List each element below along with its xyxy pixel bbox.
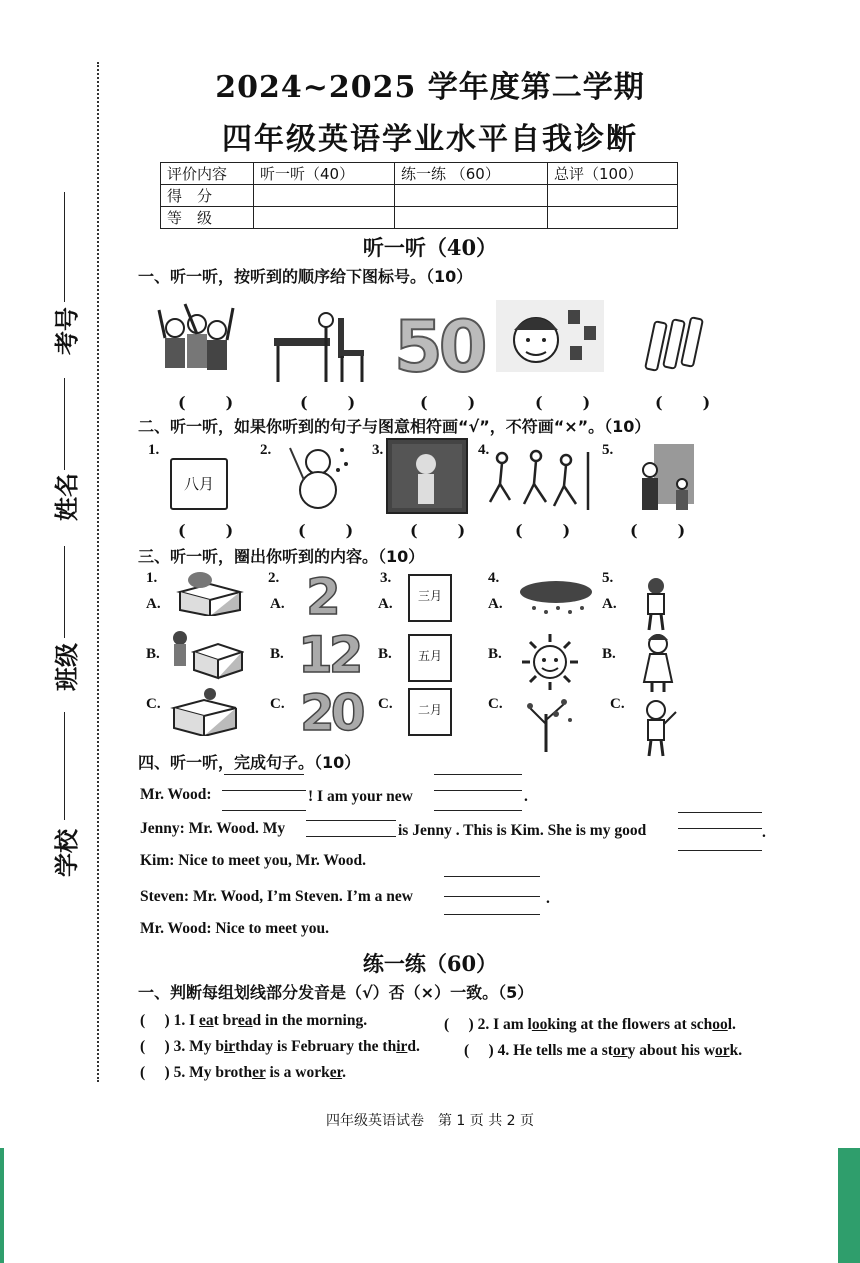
q4-line3: Kim: Nice to meet you, Mr. Wood.	[140, 852, 367, 869]
q3-month-A: 三月	[417, 589, 442, 603]
q4-line1-end: .	[524, 788, 528, 805]
q2-num-2: 2.	[260, 442, 272, 458]
q3-num-5: 5.	[602, 570, 614, 586]
q1-prompt: 一、听一听，按听到的顺序给下图标号。（10）	[138, 267, 473, 286]
q1-pic-crayons	[644, 312, 708, 376]
q3-3-C[interactable]: C.	[378, 696, 393, 712]
q3-pic-windy-tree	[516, 694, 578, 754]
q4-blank-4-bottom[interactable]	[444, 914, 540, 915]
q3-month-B: 五月	[417, 649, 442, 663]
score-cell[interactable]	[254, 185, 395, 207]
q1-pic-kids-cheering	[155, 298, 237, 378]
practice-title: 练一练（60）	[362, 951, 498, 976]
q2-answer-1[interactable]: ( )	[178, 521, 246, 540]
q4-blank-4[interactable]	[444, 896, 540, 897]
q4-blank-2b-bottom[interactable]	[678, 850, 762, 851]
p1-paren-5[interactable]: (	[140, 1064, 165, 1081]
q4-line4-text: Steven: Mr. Wood, I’m Steven. I’m a new	[140, 888, 413, 905]
q1-answer-3[interactable]: ( )	[420, 393, 488, 412]
q3-pic-boy-a	[636, 576, 676, 632]
accent-bar-right	[838, 1148, 860, 1263]
q4-line2-text2: is Jenny . This is Kim. She is my good	[398, 822, 647, 839]
page-footer: 四年级英语试卷 第 1 页 共 2 页	[325, 1113, 535, 1129]
score-table	[160, 162, 678, 229]
q3-5-B[interactable]: B.	[602, 646, 616, 662]
q2-num-5: 5.	[602, 442, 614, 458]
q4-line2-end: .	[762, 824, 766, 841]
q4-line-0	[224, 774, 304, 775]
q3-1-C[interactable]: C.	[146, 696, 161, 712]
binding-line	[97, 62, 99, 1082]
q4-blank-2a-top[interactable]	[306, 820, 396, 821]
p1-prompt: 一、判断每组划线部分发音是（√）否（×）一致。（5）	[138, 983, 534, 1002]
q2-pic-running	[488, 448, 594, 512]
q3-pic-dog-beside-box	[166, 628, 244, 680]
score-header-2: 练一练 （60）	[395, 163, 548, 185]
q1-answer-5[interactable]: ( )	[655, 393, 723, 412]
p1-item-3: ( ) 3. My birthday is February the third.	[140, 1038, 420, 1055]
p1-item-4: ( ) 4. He tells me a story about his work.	[464, 1042, 743, 1059]
q3-1-A[interactable]: A.	[146, 596, 161, 612]
grade-cell[interactable]	[548, 207, 678, 229]
q1-answer-4[interactable]: ( )	[535, 393, 603, 412]
p1-paren-1[interactable]: (	[140, 1012, 165, 1029]
q3-4-B[interactable]: B.	[488, 646, 502, 662]
q4-blank-2b-top[interactable]	[678, 812, 762, 813]
q2-answer-2[interactable]: ( )	[298, 521, 366, 540]
q2-pic-snowman	[282, 440, 354, 512]
p1-paren-4[interactable]: (	[464, 1042, 489, 1059]
q2-answer-5[interactable]: ( )	[630, 521, 698, 540]
q1-pic-desk-chair	[272, 308, 368, 384]
q3-3-B[interactable]: B.	[378, 646, 392, 662]
score-header-1: 听一听（40）	[254, 163, 395, 185]
q4-blank-1c-top[interactable]	[434, 774, 522, 775]
q3-pic-dog-in-box	[170, 684, 240, 736]
q4-blank-1c-bottom[interactable]	[434, 810, 522, 811]
grade-cell[interactable]	[254, 207, 395, 229]
q3-num-2: 2.	[268, 570, 280, 586]
q4-blank-1b[interactable]	[222, 810, 306, 811]
grade-row-label: 等 级	[161, 207, 254, 229]
q3-month-C: 二月	[417, 703, 442, 717]
q4-blank-2b[interactable]	[678, 828, 762, 829]
q3-2-B[interactable]: B.	[270, 646, 284, 662]
q2-num-1: 1.	[148, 442, 160, 458]
q3-pic-sun	[520, 632, 580, 692]
side-exam-no: 考号	[53, 307, 81, 355]
q2-num-4: 4.	[478, 442, 490, 458]
p1-paren-3[interactable]: (	[140, 1038, 165, 1055]
q3-number-2: 2	[306, 568, 341, 626]
q1-answer-1[interactable]: ( )	[178, 393, 246, 412]
q3-4-C[interactable]: C.	[488, 696, 503, 712]
score-header-3: 总评（100）	[548, 163, 678, 185]
q3-num-4: 4.	[488, 570, 500, 586]
q3-pic-dog-on-box	[170, 568, 244, 616]
side-class: 班级	[53, 643, 81, 691]
q3-4-A[interactable]: A.	[488, 596, 503, 612]
score-cell[interactable]	[548, 185, 678, 207]
q1-pic-number-50: 50	[394, 306, 484, 388]
p1-item-5: ( ) 5. My brother is a worker.	[140, 1064, 346, 1081]
q2-prompt: 二、听一听，如果你听到的句子与图意相符画“√”，不符画“×”。（10）	[138, 417, 651, 436]
q3-2-C[interactable]: C.	[270, 696, 285, 712]
q4-prompt: 四、听一听，完成句子。（10）	[138, 753, 361, 772]
q2-pic-teacher	[386, 438, 468, 514]
q3-number-12: 12	[298, 626, 360, 684]
q4-line5: Mr. Wood: Nice to meet you.	[140, 920, 329, 937]
q3-3-A[interactable]: A.	[378, 596, 393, 612]
q2-pic-family	[626, 440, 704, 516]
score-row-label: 得 分	[161, 185, 254, 207]
q4-blank-1a[interactable]	[222, 790, 306, 791]
q4-blank-4-top[interactable]	[444, 876, 540, 877]
side-school: 学校	[53, 829, 81, 877]
q4-line1-text: ! I am your new	[308, 788, 413, 805]
q3-calendar-A	[408, 574, 452, 622]
q3-prompt: 三、听一听，圈出你听到的内容。（10）	[138, 547, 425, 566]
q4-line2-text: Jenny: Mr. Wood. My	[140, 820, 286, 837]
q4-line4-end: .	[546, 890, 550, 907]
q3-calendar-C	[408, 688, 452, 736]
q3-1-B[interactable]: B.	[146, 646, 160, 662]
accent-bar-left	[0, 1148, 4, 1263]
p1-item-1: ( ) 1. I eat bread in the morning.	[140, 1012, 368, 1029]
calendar-month: 八月	[183, 475, 214, 493]
side-name-line	[64, 378, 65, 470]
p1-paren-2[interactable]: (	[444, 1016, 469, 1033]
q1-answer-2[interactable]: ( )	[300, 393, 368, 412]
q3-pic-rain-cloud	[518, 578, 594, 618]
q4-blank-2a[interactable]	[306, 836, 396, 837]
q2-pic-calendar	[170, 458, 228, 510]
title-line1: 2024~2025 学年度第二学期	[215, 70, 645, 105]
q3-num-1: 1.	[146, 570, 158, 586]
q2-num-3: 3.	[372, 442, 384, 458]
q3-pic-boy-c	[636, 698, 680, 758]
side-name: 姓名	[53, 473, 81, 521]
q4-line1-speaker: Mr. Wood:	[140, 786, 212, 803]
q3-num-3: 3.	[380, 570, 392, 586]
side-school-line	[64, 712, 65, 820]
q3-5-C[interactable]: C.	[610, 696, 625, 712]
q3-5-A[interactable]: A.	[602, 596, 617, 612]
grade-cell[interactable]	[395, 207, 548, 229]
score-cell[interactable]	[395, 185, 548, 207]
q3-pic-girl-b	[638, 632, 678, 694]
q4-blank-1c[interactable]	[434, 790, 522, 791]
q3-calendar-B	[408, 634, 452, 682]
title-line2: 四年级英语学业水平自我诊断	[222, 122, 638, 157]
score-header-0: 评价内容	[161, 163, 254, 185]
q3-2-A[interactable]: A.	[270, 596, 285, 612]
q2-answer-4[interactable]: ( )	[515, 521, 583, 540]
q2-answer-3[interactable]: ( )	[410, 521, 478, 540]
listening-title: 听一听（40）	[362, 235, 498, 260]
side-class-line	[64, 546, 65, 638]
q1-pic-worker	[496, 300, 604, 372]
q3-number-20: 20	[300, 684, 362, 742]
p1-item-2: ( ) 2. I am looking at the flowers at school.	[444, 1016, 736, 1033]
